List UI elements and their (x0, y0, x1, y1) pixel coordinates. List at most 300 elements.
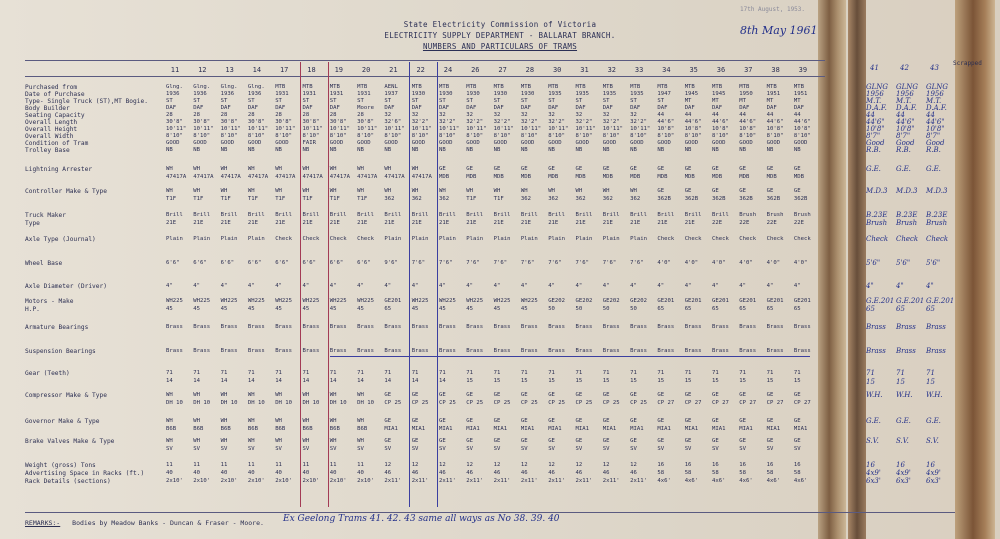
table-cell: 21E (466, 220, 477, 226)
table-cell: Plain (493, 236, 511, 242)
table-cell: 4x6' (739, 478, 753, 484)
table-cell: 71 (493, 370, 501, 376)
table-cell: 21E (411, 220, 422, 226)
table-cell: DAF (493, 105, 504, 111)
table-cell: MIA1 (384, 426, 398, 432)
table-cell: T1F (220, 196, 231, 202)
handwritten-cell: 71 (926, 369, 935, 377)
handwritten-cell: 65 (896, 305, 905, 313)
handwritten-cell: Check (896, 235, 919, 243)
table-cell: 44'6" (684, 119, 702, 125)
table-cell: Brill (357, 212, 374, 218)
table-cell: NB (684, 147, 692, 153)
column-number: 33 (634, 66, 644, 74)
table-cell: WH (520, 188, 528, 194)
table-cell: 8'10" (602, 133, 620, 139)
table-cell: WH (275, 438, 282, 444)
table-cell: 4" (684, 283, 692, 289)
table-cell: 7'6" (466, 260, 480, 266)
handwritten-cell: 10'8" (926, 125, 945, 133)
table-cell: 8'10" (630, 133, 647, 139)
table-cell: 65 (384, 306, 392, 312)
table-cell: Brass (439, 348, 456, 354)
table-cell: 40 (166, 470, 173, 476)
table-cell: 4" (247, 283, 255, 289)
table-cell: T1F (166, 196, 177, 202)
table-cell: 40 (329, 470, 337, 476)
table-cell: WH (411, 188, 419, 194)
table-cell: GE (548, 418, 555, 424)
table-cell: 58 (657, 470, 665, 476)
table-cell: WH (302, 166, 310, 172)
table-cell: GOOD (493, 140, 508, 146)
table-cell: 10'11" (193, 126, 214, 132)
table-cell: 4" (575, 283, 583, 289)
handwritten-cell: Brush (926, 219, 948, 227)
table-cell: 362 (520, 196, 531, 202)
table-cell: GOOD (247, 140, 262, 146)
column-number: 30 (552, 66, 562, 74)
table-cell: 4'0" (766, 260, 781, 266)
handwritten-cell: D.A.F. (926, 104, 947, 112)
table-cell: 32'2" (575, 119, 593, 125)
table-cell: NB (329, 147, 337, 153)
table-cell: WH (575, 188, 583, 194)
table-cell: WH (302, 188, 310, 194)
table-cell: FAIR (302, 140, 316, 146)
table-cell: 14 (357, 378, 364, 384)
table-cell: WH (357, 392, 364, 398)
table-cell: CP 25 (548, 400, 566, 406)
table-cell: ST (493, 98, 501, 104)
handwritten-date: 8th May 1961 (740, 24, 818, 37)
handwritten-cell: 4" (926, 282, 934, 290)
table-cell: WH (357, 438, 364, 444)
handwritten-cell: Good (866, 139, 885, 147)
table-cell: 47417A (193, 174, 214, 180)
table-cell: Plain (520, 236, 538, 242)
table-cell: Plain (439, 236, 456, 242)
table-cell: SV (439, 446, 446, 452)
column-number: 34 (662, 66, 671, 74)
handwritten-cell: G.E. (866, 165, 881, 173)
table-cell: DH 10 (247, 400, 265, 406)
table-cell: Check (275, 236, 293, 242)
table-cell: 45 (193, 306, 201, 312)
table-cell: WH (275, 166, 282, 172)
table-cell: 10'8" (793, 126, 811, 132)
table-cell: NB (439, 147, 446, 153)
table-cell: MDB (766, 174, 777, 180)
table-cell: Check (357, 236, 374, 242)
table-cell: CP 27 (766, 400, 784, 406)
table-cell: 1930 (466, 91, 480, 97)
row-label: Body Builder (25, 105, 70, 112)
table-cell: CP 27 (739, 400, 757, 406)
table-cell: GE (466, 438, 474, 444)
table-cell: SV (712, 446, 719, 452)
table-cell: Check (302, 236, 320, 242)
table-cell: GE201 (712, 298, 729, 304)
table-cell: ST (548, 98, 555, 104)
table-cell: 4" (793, 283, 801, 289)
table-cell: GE201 (684, 298, 702, 304)
table-cell: 71 (302, 370, 310, 376)
handwritten-cell: Good (926, 139, 945, 147)
table-cell: MIA1 (493, 426, 508, 432)
table-cell: 2x11' (602, 478, 620, 484)
table-cell: GE (793, 438, 801, 444)
table-cell: 4" (384, 283, 392, 289)
table-cell: 4" (357, 283, 364, 289)
table-cell: 10'11" (466, 126, 487, 132)
table-cell: SV (575, 446, 583, 452)
handwritten-cell: D.A.F. (866, 104, 887, 112)
table-cell: 16 (766, 462, 774, 468)
table-cell: 2x11' (411, 478, 429, 484)
table-cell: GE (657, 188, 665, 194)
table-cell: 58 (739, 470, 747, 476)
table-cell: DAF (247, 105, 258, 111)
handwritten-cell: 44'6" (896, 118, 915, 126)
table-cell: 362B (712, 196, 726, 202)
handwritten-cell: 15 (866, 378, 875, 386)
handwritten-column-number: 41 (870, 64, 879, 72)
table-cell: WH225 (166, 298, 183, 304)
table-rule (25, 512, 955, 513)
table-cell: MT (739, 98, 747, 104)
table-cell: CP 25 (439, 400, 456, 406)
row-label: Axle Type (Journal) (25, 236, 96, 243)
table-cell: 16 (793, 462, 801, 468)
handwritten-cell: 1956 (896, 90, 914, 98)
table-cell: ST (275, 98, 282, 104)
table-cell: Plain (384, 236, 402, 242)
handwritten-cell: W.H. (896, 391, 913, 399)
table-cell: MIA1 (766, 426, 781, 432)
table-cell: 44 (657, 112, 665, 118)
table-cell: 2x11' (439, 478, 456, 484)
table-cell: 44'6" (657, 119, 675, 125)
table-cell: T1F (329, 196, 340, 202)
table-cell: Brass (657, 324, 675, 330)
table-cell: GOOD (739, 140, 753, 146)
table-cell: Brass (302, 348, 320, 354)
column-number: 27 (498, 66, 507, 74)
table-cell: WH (630, 188, 637, 194)
handwritten-cell: 10'8" (866, 125, 885, 133)
table-cell: 2x11' (630, 478, 647, 484)
table-cell: GE (548, 392, 555, 398)
table-cell: Brass (329, 348, 347, 354)
table-cell: 7'6" (411, 260, 426, 266)
table-cell: GE (575, 392, 583, 398)
table-cell: Brass (493, 324, 511, 330)
table-cell: MIA1 (684, 426, 699, 432)
table-cell: GOOD (220, 140, 235, 146)
handwritten-cell: 4" (866, 282, 874, 290)
handwritten-cell: 71 (896, 369, 905, 377)
table-cell: 30'8" (275, 119, 293, 125)
table-cell: MTB (739, 84, 750, 90)
row-label: Brake Valves Make & Type (25, 438, 115, 445)
table-cell: 11 (302, 462, 310, 468)
table-cell: 8'10" (329, 133, 347, 139)
table-cell: ST (329, 98, 337, 104)
table-cell: GOOD (520, 140, 535, 146)
handwritten-cell: G.E.201 (896, 297, 925, 305)
table-cell: 6'6" (193, 260, 207, 266)
table-cell: 15 (793, 378, 801, 384)
table-cell: SV (684, 446, 692, 452)
table-cell: 21E (493, 220, 504, 226)
table-cell: 32 (411, 112, 419, 118)
table-cell: GE (630, 166, 637, 172)
row-label: Truck Maker (25, 212, 66, 219)
table-cell: Check (329, 236, 347, 242)
table-cell: Brass (466, 324, 484, 330)
table-cell: T1F (275, 196, 286, 202)
table-cell: 45 (302, 306, 310, 312)
table-cell: MTB (302, 84, 313, 90)
table-cell: 32'2" (411, 119, 429, 125)
table-cell: WH (220, 166, 228, 172)
table-rule (25, 76, 825, 77)
table-cell: 45 (220, 306, 228, 312)
table-cell: Brass (357, 348, 374, 354)
table-cell: DAF (684, 105, 695, 111)
table-cell: DH 10 (357, 400, 374, 406)
table-cell: GE (684, 166, 692, 172)
row-label: Advertising Space in Racks (ft.) (25, 470, 145, 477)
table-cell: Brill (411, 212, 429, 218)
tape-strip (848, 0, 866, 539)
handwritten-cell: 8'7" (926, 132, 941, 140)
table-cell: GE202 (548, 298, 566, 304)
table-cell: 1945 (712, 91, 726, 97)
table-cell: GE (520, 392, 528, 398)
table-cell: DAF (548, 105, 559, 111)
table-cell: MDB (575, 174, 586, 180)
row-label: Type (25, 220, 40, 227)
table-cell: 45 (520, 306, 528, 312)
table-cell: SV (739, 446, 747, 452)
table-cell: 1936 (247, 91, 262, 97)
table-cell: 71 (166, 370, 173, 376)
table-cell: 28 (220, 112, 228, 118)
handwritten-cell: Brush (866, 219, 888, 227)
handwritten-cell: Good (896, 139, 915, 147)
table-cell: 8'10" (793, 133, 811, 139)
table-cell: 8'10" (739, 133, 757, 139)
table-cell: DAF (439, 105, 450, 111)
table-cell: GE (712, 166, 719, 172)
row-label: Condition of Tram (25, 140, 89, 147)
table-cell: Brass (275, 324, 293, 330)
handwritten-cell: 15 (926, 378, 935, 386)
table-cell: MTB (466, 84, 477, 90)
table-cell: 14 (439, 378, 446, 384)
handwritten-column-number: 42 (900, 64, 909, 72)
table-cell: WH (384, 188, 392, 194)
table-cell: 71 (384, 370, 392, 376)
table-cell: 2x10' (193, 478, 211, 484)
table-cell: ST (220, 98, 228, 104)
table-cell: WH225 (329, 298, 347, 304)
table-cell: ST (166, 98, 173, 104)
table-cell: Brass (793, 324, 811, 330)
table-cell: 7'6" (602, 260, 617, 266)
table-cell: Brill (630, 212, 647, 218)
table-cell: 71 (520, 370, 528, 376)
table-cell: GOOD (466, 140, 480, 146)
table-cell: 2x11' (493, 478, 511, 484)
row-label: Overall Height (25, 126, 78, 133)
table-cell: WH225 (493, 298, 511, 304)
handwritten-cell: Brass (896, 323, 916, 331)
table-cell: GOOD (357, 140, 371, 146)
row-label: Suspension Bearings (25, 348, 96, 355)
table-cell: 1931 (302, 91, 316, 97)
table-cell: WH (275, 418, 282, 424)
table-cell: DAF (329, 105, 340, 111)
table-cell: WH (247, 166, 255, 172)
handwritten-cell: 44 (866, 111, 875, 119)
table-cell: NB (766, 147, 774, 153)
table-cell: WH (166, 188, 173, 194)
table-cell: Brass (630, 324, 647, 330)
table-cell: CP 27 (793, 400, 811, 406)
table-cell: Brass (166, 348, 183, 354)
table-cell: 30'8" (166, 119, 183, 125)
table-cell: MTB (548, 84, 559, 90)
table-cell: 44'6" (712, 119, 729, 125)
handwritten-cell: 65 (926, 305, 935, 313)
table-cell: 71 (275, 370, 282, 376)
table-cell: 362B (766, 196, 781, 202)
table-cell: 22E (712, 220, 723, 226)
table-cell: 8'10" (220, 133, 238, 139)
table-cell: Brill (166, 212, 183, 218)
table-cell: 2x10' (275, 478, 293, 484)
table-cell: MDB (439, 174, 450, 180)
column-number: 28 (525, 66, 535, 74)
table-cell: 15 (493, 378, 501, 384)
row-label: Date of Purchase (25, 91, 85, 98)
table-cell: WH (466, 188, 474, 194)
table-cell: Brass (384, 348, 402, 354)
handwritten-cell: G.E. (866, 417, 881, 425)
table-cell: Brill (384, 212, 402, 218)
table-cell: 32 (548, 112, 555, 118)
table-cell: WH225 (302, 298, 320, 304)
handwritten-cell: 1956 (866, 90, 884, 98)
table-cell: Brass (302, 324, 320, 330)
table-cell: 12 (439, 462, 446, 468)
table-cell: Plain (630, 236, 647, 242)
handwritten-cell: 5'6" (866, 259, 881, 267)
table-cell: Brass (493, 348, 511, 354)
table-cell: 12 (411, 462, 419, 468)
table-cell: SV (548, 446, 555, 452)
table-cell: MDB (548, 174, 559, 180)
table-cell: Brass (712, 348, 729, 354)
table-cell: 362 (411, 196, 422, 202)
table-cell: DAF (630, 105, 641, 111)
table-cell: Brush (739, 212, 757, 218)
table-cell: GE (548, 166, 555, 172)
table-cell: 8'10" (275, 133, 293, 139)
table-cell: Brill (575, 212, 593, 218)
table-cell: 10'11" (302, 126, 323, 132)
row-label: Armature Bearings (25, 324, 89, 331)
table-cell: GE (793, 166, 801, 172)
table-cell: MIA1 (439, 426, 453, 432)
table-cell: GE (575, 438, 583, 444)
table-cell: WH (166, 392, 173, 398)
table-cell: Brill (275, 212, 293, 218)
row-label: Seating Capacity (25, 112, 85, 119)
table-cell: MT (712, 98, 719, 104)
table-cell: NB (384, 147, 392, 153)
table-cell: Glng. (247, 84, 265, 90)
table-cell: ST (302, 98, 310, 104)
table-cell: T1F (302, 196, 313, 202)
table-cell: 362B (793, 196, 808, 202)
table-cell: SV (657, 446, 665, 452)
table-cell: 1931 (275, 91, 289, 97)
table-cell: 362B (739, 196, 753, 202)
column-number: 13 (225, 66, 234, 74)
table-cell: 7'6" (493, 260, 508, 266)
table-cell: GOOD (793, 140, 808, 146)
handwritten-cell: M.D.3 (866, 187, 888, 195)
table-cell: 32'2" (630, 119, 647, 125)
typed-date-stamp: 17th August, 1953. (740, 6, 806, 13)
table-cell: WH (220, 392, 228, 398)
table-cell: 362B (657, 196, 671, 202)
table-cell: 65 (793, 306, 801, 312)
table-cell: Brass (766, 324, 784, 330)
table-cell: 8'10" (302, 133, 320, 139)
table-cell: Brass (439, 324, 456, 330)
table-cell: 10'8" (684, 126, 702, 132)
table-cell: Plain (220, 236, 238, 242)
table-cell: DAF (193, 105, 204, 111)
table-cell: 21E (548, 220, 559, 226)
handwritten-cell: 6x3' (896, 477, 911, 485)
column-number: 38 (771, 66, 780, 74)
table-cell: GE (712, 188, 719, 194)
table-cell: WH (247, 188, 255, 194)
table-cell: 2x10' (166, 478, 183, 484)
table-cell: 40 (302, 470, 310, 476)
table-cell: 15 (548, 378, 555, 384)
table-cell: T1F (357, 196, 368, 202)
table-cell: 4'0" (712, 260, 726, 266)
row-label: Axle Diameter (Driver) (25, 283, 107, 290)
table-cell: 44 (684, 112, 692, 118)
table-cell: GE (712, 418, 719, 424)
table-cell: GE (630, 392, 637, 398)
table-cell: 47417A (220, 174, 241, 180)
table-cell: 32 (630, 112, 637, 118)
table-cell: DAF (575, 105, 586, 111)
table-cell: Brass (220, 324, 238, 330)
table-cell: 10'8" (712, 126, 729, 132)
table-cell: NB (657, 147, 665, 153)
table-cell: DAF (166, 105, 177, 111)
